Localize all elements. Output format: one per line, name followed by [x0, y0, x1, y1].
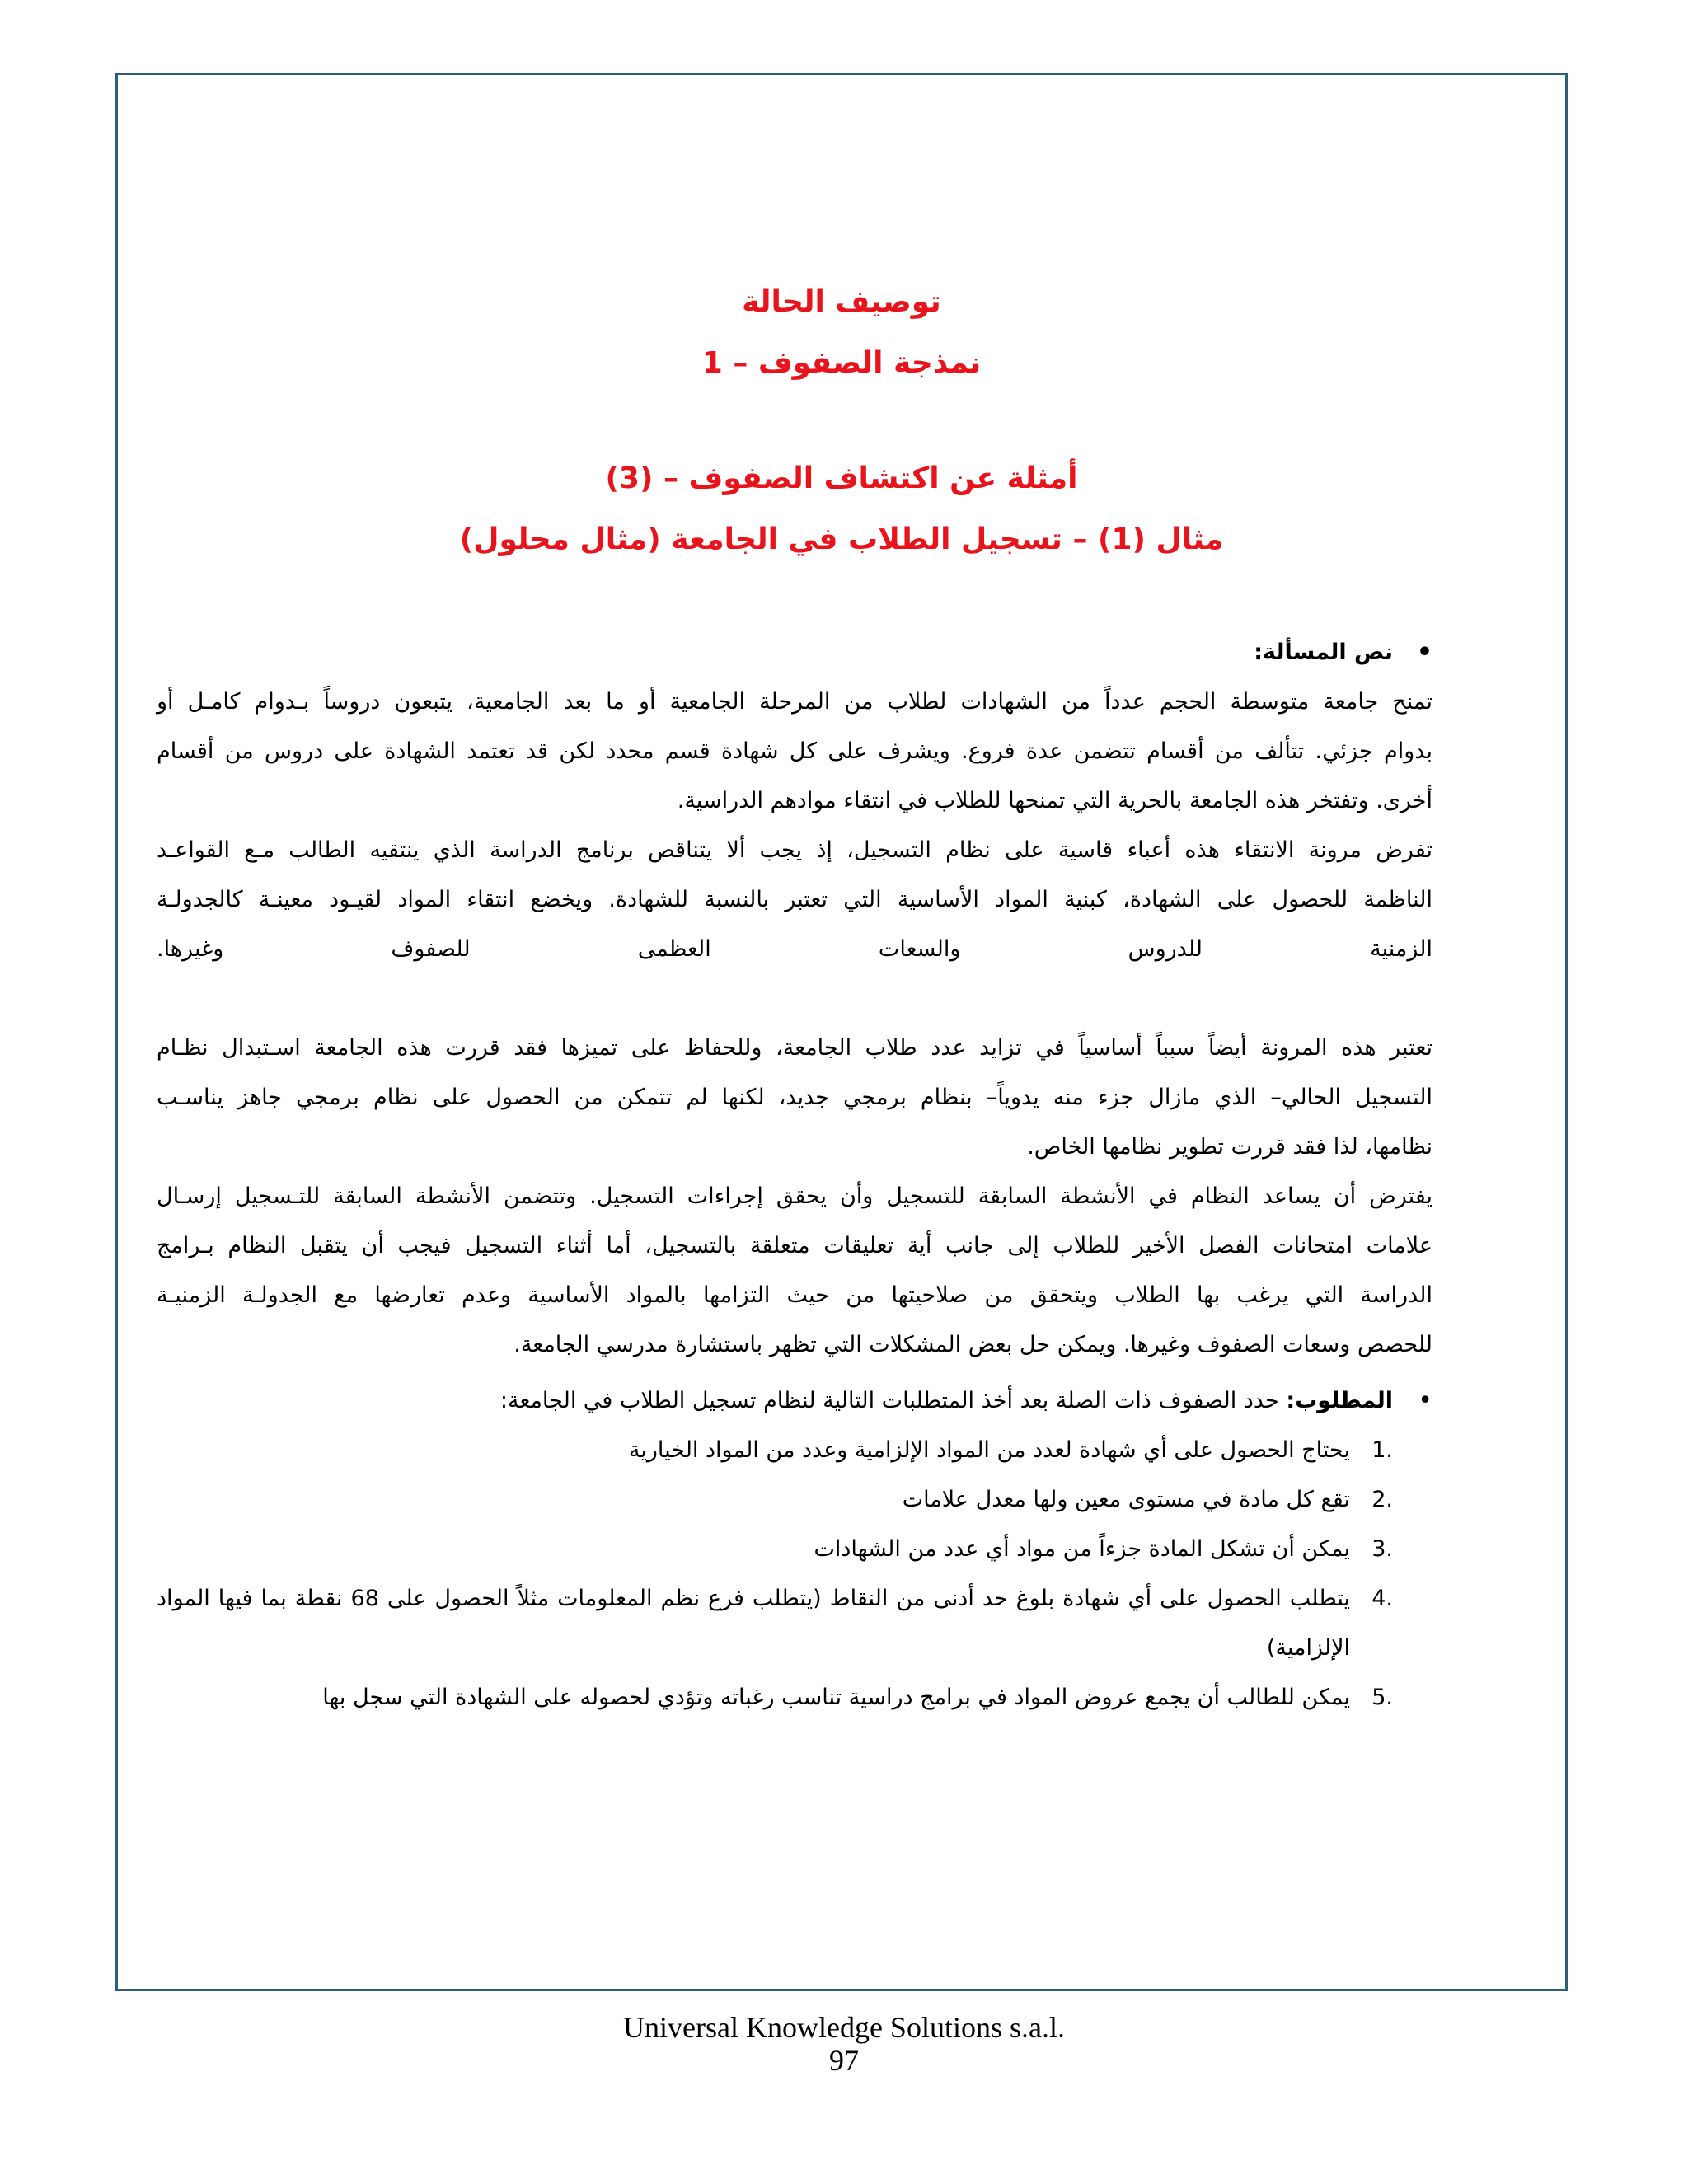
item-number: 2.: [1372, 1487, 1393, 1512]
item-number: 1.: [1372, 1437, 1393, 1463]
title-block: [115, 272, 1568, 570]
text-line: الدراسة التي يرغب بها الطلاب ويتحقق من صلاحيتها من حيث التزامها بالمواد الأساسية وعدم تعارضها مع الجدولـة الزمنيـة: [157, 1282, 1432, 1308]
text-line: نظامها، لذا فقد قررت تطوير نظامها الخاص.: [1027, 1134, 1432, 1160]
page-number: 97: [829, 2044, 859, 2077]
item-text: يمكن أن تشكل المادة جزءاً من مواد أي عدد من الشهادات: [814, 1536, 1350, 1562]
list-item: [157, 1673, 1393, 1722]
requirement-heading: [157, 1376, 1432, 1426]
item-text: يتطلب الحصول على أي شهادة بلوغ حد أدنى من النقاط (يتطلب فرع نظم المعلومات مثلاً الحصول على 68 نقطة بما فيها المواد الإلزامية): [157, 1586, 1351, 1661]
text-line: يفترض أن يساعد النظام في الأنشطة السابقة للتسجيل وأن يحقق إجراءات التسجيل. وتتضمن الأنشطة السابقة للتـسجيل إرسـال: [157, 1183, 1432, 1209]
paragraph-1: [157, 677, 1432, 826]
list-item: [157, 1426, 1393, 1475]
text-line: بدوام جزئي. تتألف من أقسام تتضمن عدة فروع. ويشرف على كل شهادة قسم محدد لكن قد تعتمد الشهادة على دروس من أقسام: [157, 738, 1432, 764]
paragraph-2: [157, 826, 1432, 974]
requirements-list: [157, 1426, 1432, 1722]
subsection-title: (3) – أمثلة عن اكتشاف الصفوف: [605, 462, 1078, 495]
list-item: [157, 1475, 1393, 1525]
paragraph-3: [157, 1024, 1432, 1172]
requirement-text: حدد الصفوف ذات الصلة بعد أخذ المتطلبات التالية لنظام تسجيل الطلاب في الجامعة:: [499, 1388, 1287, 1413]
text-line: التسجيل الحالي– الذي مازال جزء منه يدوياً– بنظام برمجي جديد، لكنها لم تتمكن من الحصول على نظام برمجي جاهز يناسـب: [157, 1085, 1432, 1110]
footer-company: Universal Knowledge Solutions s.a.l.: [623, 2011, 1065, 2044]
item-number: 4.: [1372, 1586, 1393, 1611]
item-text: يمكن للطالب أن يجمع عروض المواد في برامج دراسية تناسب رغباته وتؤدي لحصوله على الشهادة التي سجل بها: [322, 1685, 1350, 1710]
text-line: الناظمة للحصول على الشهادة، كبنية المواد الأساسية التي تعتبر بالنسبة للشهادة. ويخضع انتقاء المواد لقيـود معينـة كالجدولـة: [157, 887, 1432, 912]
problem-heading: • نص المسألة:: [157, 628, 1432, 677]
text-line: أخرى. وتفتخر هذه الجامعة بالحرية التي تمنحها للطلاب في انتقاء موادهم الدراسية.: [677, 788, 1432, 813]
text-line: تعتبر هذه المرونة أيضاً سبباً أساسياً في تزايد عدد طلاب الجامعة، وللحفاظ على تميزها فقد قررت هذه الجامعة اسـتبدال نظـام: [157, 1035, 1432, 1061]
text-line: تمنح جامعة متوسطة الحجم عدداً من الشهادات لطلاب من المرحلة الجامعية أو ما بعد الجامعية، يتبعون دروساً بـدوام كامـل أو: [157, 689, 1432, 715]
requirement-label: المطلوب:: [1286, 1388, 1393, 1413]
text-line: علامات امتحانات الفصل الأخير للطلاب إلى جانب أية تعليقات متعلقة بالتسجيل، أما أثناء التسجيل فيجب أن يتقبل النظام بـرامج: [157, 1233, 1432, 1258]
list-item: [157, 1525, 1393, 1574]
paragraph-4: [157, 1172, 1432, 1370]
list-item: [157, 1574, 1393, 1673]
text-line: للحصص وسعات الصفوف وغيرها. ويمكن حل بعض المشكلات التي تظهر باستشارة مدرسي الجامعة.: [513, 1332, 1432, 1357]
section-title: توصيف الحالة: [742, 285, 941, 319]
page-footer: [0, 2011, 1688, 2077]
item-number: 3.: [1372, 1536, 1393, 1562]
item-text: يحتاج الحصول على أي شهادة لعدد من المواد الإلزامية وعدد من المواد الخيارية: [628, 1437, 1350, 1463]
document-body: [157, 628, 1432, 1722]
text-line: تفرض مرونة الانتقاء هذه أعباء قاسية على نظام التسجيل، إذ يجب ألا يتناقص برنامج الدراسة الذي ينتقيه الطالب مـع القواعـد: [157, 837, 1432, 863]
item-number: 5.: [1372, 1685, 1393, 1710]
item-text: تقع كل مادة في مستوى معين ولها معدل علامات: [902, 1487, 1350, 1512]
example-title: مثال (1) – تسجيل الطلاب في الجامعة (مثال محلول): [459, 523, 1224, 556]
text-line: الزمنية للدروس والسعات العظمى للصفوف وغيرها.: [157, 936, 1432, 962]
chapter-title: 1 – نمذجة الصفوف: [701, 346, 982, 380]
